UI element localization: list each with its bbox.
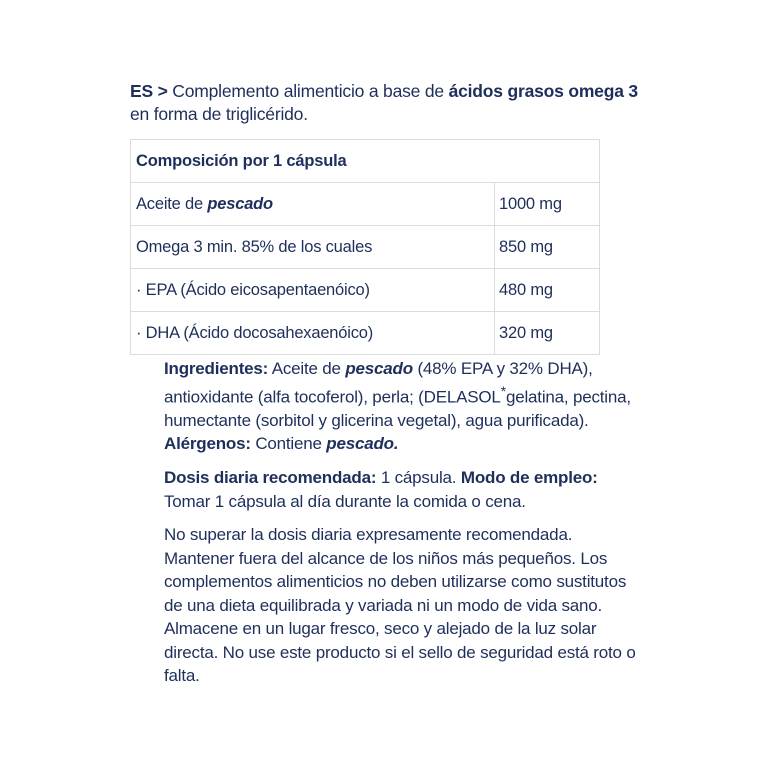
usage-title: Modo de empleo:	[460, 468, 598, 487]
row-label-emphasis: pescado	[207, 194, 273, 213]
ingredients-title: Ingredientes:	[164, 359, 269, 378]
ingredient-emphasis: pescado	[345, 359, 413, 378]
allergens-title: Alérgenos:	[164, 434, 251, 454]
row-value: 1000 mg	[495, 183, 600, 226]
row-value: 480 mg	[495, 269, 600, 312]
ingredients-paragraph: Ingredientes: Aceite de pescado (48% EPA y 32% DHA), antioxidante (alfa tocoferol), perla; (DELASOL*gelatina, pectina, humectante (sorbitol y glicerina vegetal), agua purificada). Alérgenos: Contiene pescado.	[164, 359, 631, 454]
allergen-emphasis: pescado.	[326, 434, 399, 454]
composition-table	[130, 139, 600, 355]
intro-highlight: ácidos grasos omega 3	[448, 81, 638, 101]
dosage-title: Dosis diaria recomendada:	[164, 468, 377, 487]
row-label: · EPA (Ácido eicosapentaenóico)	[131, 269, 495, 312]
row-label: · DHA (Ácido docosahexaenóico)	[131, 312, 495, 355]
table-row	[131, 183, 600, 226]
table-row	[131, 312, 600, 355]
intro-paragraph	[130, 80, 650, 126]
intro-text: Complemento alimenticio a base de	[167, 81, 449, 101]
warning-paragraph: No superar la dosis diaria expresamente recomendada. Mantener fuera del alcance de los niños más pequeños. Los complementos alimenticios no deben utilizarse como sustitutos de una dieta equilibrada y variada ni un modo de vida sano. Almacene en un lugar fresco, seco y alejado de la luz solar directa. No use este producto si el sello de seguridad está roto o falta.	[164, 525, 636, 685]
dosage-paragraph: Dosis diaria recomendada: 1 cápsula. Modo de empleo: Tomar 1 cápsula al día durante la comida o cena.	[164, 468, 598, 511]
row-value: 320 mg	[495, 312, 600, 355]
row-label: Omega 3 min. 85% de los cuales	[131, 226, 495, 269]
language-code: ES >	[130, 81, 168, 101]
row-value: 850 mg	[495, 226, 600, 269]
table-row	[131, 226, 600, 269]
intro-text-end: en forma de triglicérido.	[130, 104, 308, 124]
footnote-mark: *	[500, 383, 506, 400]
table-row	[131, 269, 600, 312]
composition-header-row	[131, 140, 600, 183]
composition-header: Composición por 1 cápsula	[131, 140, 600, 183]
row-label: Aceite de pescado	[131, 183, 495, 226]
